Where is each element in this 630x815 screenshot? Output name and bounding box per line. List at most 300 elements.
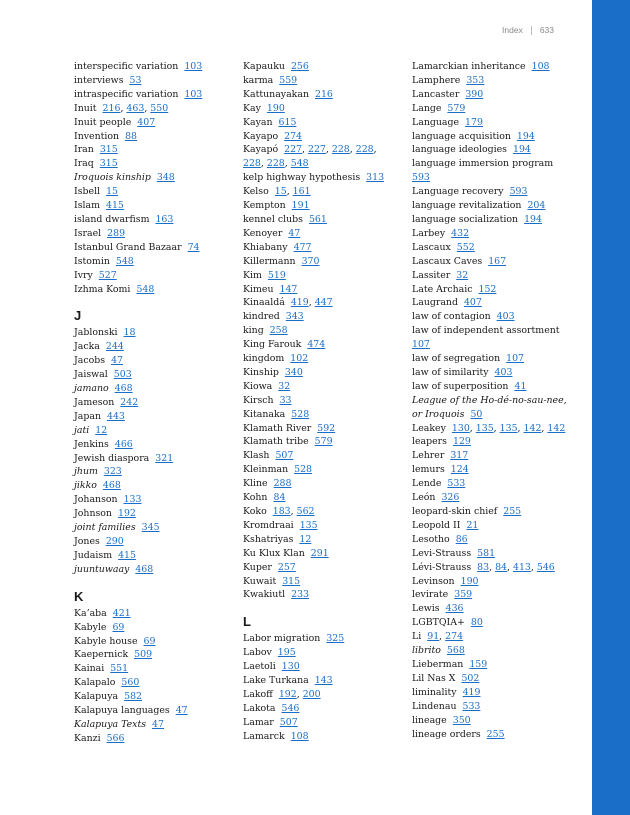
index-entry [412, 88, 572, 102]
index-entry [74, 648, 234, 662]
page-link[interactable]: 359 [454, 589, 473, 601]
page-link[interactable]: 463 [126, 102, 145, 114]
entry-term: Ku Klux Klan [243, 547, 305, 559]
page-link[interactable]: 47 [288, 227, 301, 239]
entry-pages [317, 423, 335, 434]
page-link[interactable]: 107 [412, 339, 430, 351]
page-link[interactable]: 321 [155, 452, 174, 464]
index-entry [243, 660, 403, 674]
entry-pages [103, 480, 121, 491]
page-link[interactable]: 135 [475, 422, 494, 434]
page-link[interactable]: 108 [531, 61, 550, 72]
page-link[interactable]: 194 [524, 213, 542, 225]
page-link[interactable]: 152 [478, 283, 497, 295]
entry-term: Lieberman [412, 658, 464, 670]
page-link[interactable]: 548 [136, 283, 155, 295]
entry-pages [456, 270, 468, 281]
entry-pages [456, 534, 468, 545]
page-link[interactable]: 200 [302, 688, 321, 700]
letter-heading: K [74, 588, 84, 604]
page-link[interactable]: 195 [277, 647, 296, 659]
page-link[interactable]: 390 [465, 88, 484, 100]
page-link[interactable]: 257 [277, 561, 296, 573]
entry-term: Levi-Strauss [412, 547, 472, 559]
entry-pages [274, 478, 292, 489]
page-link[interactable]: 190 [266, 102, 285, 114]
page-link[interactable]: 18 [123, 327, 136, 339]
index-entry [412, 547, 572, 561]
entry-pages [453, 715, 471, 726]
index-entry [412, 394, 572, 422]
page-link[interactable]: 291 [310, 547, 329, 559]
page-link[interactable]: 436 [445, 603, 464, 615]
index-entry [74, 424, 234, 438]
entry-term: Labov [243, 647, 272, 659]
page-link[interactable]: 167 [488, 255, 507, 267]
page-link[interactable]: 192 [117, 508, 136, 520]
index-column-1 [74, 60, 234, 746]
page-link[interactable]: 255 [486, 728, 505, 740]
entry-pages [106, 536, 124, 547]
page-link[interactable]: 191 [291, 200, 310, 212]
page-link[interactable]: 103 [184, 88, 203, 100]
page-link[interactable]: 12 [299, 533, 312, 545]
page-link[interactable]: 183 [272, 506, 291, 517]
page-link[interactable]: 343 [285, 311, 304, 323]
page-link[interactable]: 33 [279, 394, 292, 406]
page-link[interactable]: 551 [110, 663, 129, 675]
page-link[interactable]: 233 [291, 589, 310, 601]
entry-pages [302, 256, 320, 267]
page-link[interactable]: 228 [331, 144, 350, 156]
index-entry [74, 521, 234, 535]
index-entry [412, 714, 572, 728]
page-link[interactable]: 47 [175, 705, 188, 717]
index-entry [74, 535, 234, 549]
page-link[interactable]: 130 [281, 661, 300, 673]
index-entry [243, 547, 403, 561]
page-link[interactable]: 244 [105, 341, 124, 353]
page-link[interactable]: 477 [293, 241, 312, 253]
page-link[interactable]: 552 [456, 241, 475, 253]
index-entry [74, 718, 234, 732]
entry-term: liminality [412, 686, 457, 698]
entry-pages [469, 659, 487, 670]
page-link[interactable]: 507 [279, 716, 298, 728]
page-link[interactable]: 315 [99, 158, 118, 170]
page-link[interactable]: 288 [273, 478, 292, 490]
page-link[interactable]: 415 [118, 549, 136, 561]
page-link[interactable]: 80 [470, 617, 483, 629]
entry-pages [447, 645, 465, 656]
page-link[interactable]: 519 [267, 269, 286, 281]
entry-term: jamano [74, 383, 109, 395]
page-link[interactable]: 32 [456, 269, 469, 281]
page-link[interactable]: 41 [514, 380, 527, 392]
page-link[interactable]: 503 [113, 369, 132, 381]
page-link[interactable]: 133 [123, 494, 142, 506]
page-link[interactable]: 581 [477, 547, 496, 559]
page-link[interactable]: 533 [447, 478, 466, 490]
entry-term: Kapauku [243, 61, 285, 72]
index-entry [412, 130, 572, 144]
page-link[interactable]: 326 [441, 492, 460, 504]
page-link[interactable]: 548 [290, 158, 309, 170]
page-link[interactable]: 227 [284, 144, 303, 156]
section-label: Index [502, 25, 523, 35]
index-entry [243, 310, 403, 324]
page-link[interactable]: 32 [278, 380, 291, 392]
entry-term: Lamar [243, 716, 274, 728]
page-link[interactable]: 161 [292, 186, 311, 198]
entry-pages [465, 117, 483, 128]
entry-pages [95, 425, 107, 436]
entry-term: Lamarckian inheritance [412, 61, 526, 72]
entry-term: Kainai [74, 663, 105, 675]
entry-term: Kay [243, 102, 261, 114]
page-link[interactable]: 507 [275, 450, 294, 462]
page-link[interactable]: 592 [317, 422, 336, 434]
page-link[interactable]: 579 [447, 102, 466, 114]
page-link[interactable]: 135 [299, 519, 318, 531]
page-link[interactable]: 593 [509, 186, 528, 198]
page-link[interactable]: 86 [455, 533, 468, 545]
page-link[interactable]: 88 [125, 130, 138, 142]
page-link[interactable]: 21 [466, 519, 479, 531]
entry-pages [514, 381, 526, 392]
page-link[interactable]: 419 [290, 297, 309, 309]
index-entry [243, 213, 403, 227]
index-entry [412, 505, 572, 519]
page-link[interactable]: 258 [269, 325, 288, 337]
page-link[interactable]: 242 [120, 396, 139, 408]
entry-pages [466, 75, 484, 86]
page-link[interactable]: 533 [462, 700, 481, 712]
entry-pages: 419, 447 [290, 297, 333, 309]
entry-term: leapers [412, 436, 447, 448]
page-link[interactable]: 107 [506, 353, 525, 365]
page-link[interactable]: 466 [114, 438, 133, 450]
entry-pages [462, 701, 480, 712]
index-entry [74, 676, 234, 690]
page-link[interactable]: 550 [150, 102, 169, 114]
index-entry [412, 310, 572, 324]
index-entry [412, 185, 572, 199]
page-link[interactable]: 421 [112, 607, 131, 619]
entry-term: Kalapuya Texts [74, 718, 147, 730]
page-link[interactable]: 194 [512, 144, 531, 156]
index-entry [74, 704, 234, 718]
page-link[interactable]: 593 [412, 172, 430, 184]
page-link[interactable]: 615 [278, 116, 297, 128]
index-entry [74, 479, 234, 493]
page-link[interactable]: 528 [294, 464, 313, 476]
page-link[interactable]: 468 [114, 383, 133, 395]
page-link[interactable]: 340 [284, 366, 303, 378]
page-link[interactable]: 353 [466, 74, 485, 86]
page-link[interactable]: 546 [536, 561, 555, 573]
index-entry [412, 199, 572, 213]
entry-pages [188, 242, 200, 253]
entry-term: Kaepernick [74, 649, 129, 661]
index-entry [243, 255, 403, 269]
page-link[interactable]: 228 [355, 144, 374, 156]
page-link[interactable]: 69 [143, 635, 156, 647]
page-link[interactable]: 419 [462, 686, 481, 698]
index-entry [243, 283, 403, 297]
page-link[interactable]: 407 [463, 297, 482, 309]
page-link[interactable]: 432 [451, 227, 470, 239]
entry-pages [291, 409, 309, 420]
entry-pages: 83, 84, 413, 546 [477, 561, 555, 573]
page-link[interactable]: 348 [156, 172, 175, 184]
entry-term: Klamath tribe [243, 436, 309, 448]
page-link[interactable]: 194 [516, 130, 535, 142]
page-link[interactable]: 103 [184, 61, 203, 72]
page-link[interactable]: 323 [103, 466, 122, 478]
page-link[interactable]: 159 [469, 658, 488, 670]
entry-term: Inuit people [74, 116, 132, 128]
entry-pages [137, 117, 155, 128]
page-link[interactable]: 129 [452, 436, 471, 448]
page-link[interactable]: 142 [523, 422, 542, 434]
page-link[interactable]: 216 [315, 88, 333, 100]
index-entry [243, 199, 403, 213]
page-link[interactable]: 228 [243, 158, 261, 170]
entry-pages [125, 131, 137, 142]
page-link[interactable]: 50 [470, 408, 483, 420]
page-link[interactable]: 413 [512, 561, 531, 573]
page-link[interactable]: 325 [326, 633, 345, 645]
page-link[interactable]: 290 [105, 536, 124, 547]
page-link[interactable]: 12 [95, 424, 108, 436]
page-link[interactable]: 163 [155, 213, 174, 225]
page-link[interactable]: 228 [266, 158, 285, 170]
page-link[interactable]: 415 [106, 200, 124, 212]
index-entry [412, 449, 572, 463]
page-link[interactable]: 69 [112, 621, 125, 633]
index-entry [243, 716, 403, 730]
entry-pages [532, 61, 550, 72]
entry-term: Isbell [74, 186, 101, 198]
entry-term: LGBTQIA+ [412, 617, 465, 629]
page-link[interactable]: 447 [314, 297, 333, 309]
entry-term: Labor migration [243, 633, 321, 645]
page-link[interactable]: 528 [291, 408, 310, 420]
page-link[interactable]: 256 [290, 61, 309, 72]
entry-term: Johnson [74, 508, 112, 520]
index-entry [412, 700, 572, 714]
entry-term: Kalapuya [74, 691, 119, 703]
page-link[interactable]: 192 [278, 688, 297, 700]
page-link[interactable]: 84 [273, 492, 286, 504]
entry-term: interspecific variation [74, 61, 179, 72]
page-link[interactable]: 403 [496, 311, 515, 323]
entry-term: or Iroquois [412, 408, 465, 420]
index-entry [412, 74, 572, 88]
page-link[interactable]: 143 [314, 675, 333, 687]
page-link[interactable]: 443 [106, 410, 125, 422]
entry-term: island dwarfism [74, 213, 150, 225]
entry-term: League of the Ho-dé-no-sau-nee, [412, 394, 567, 406]
entry-term: King Farouk [243, 339, 302, 351]
index-entry [243, 338, 403, 352]
index-entry [243, 130, 403, 144]
entry-pages [300, 520, 318, 531]
page-link[interactable]: 53 [129, 74, 142, 86]
page-link[interactable]: 190 [460, 575, 479, 587]
index-entry [243, 88, 403, 102]
page-link[interactable]: 548 [115, 255, 134, 267]
entry-pages [144, 636, 156, 647]
entry-pages [326, 633, 344, 644]
page-link[interactable]: 216 [102, 102, 121, 114]
page-link[interactable]: 102 [290, 353, 309, 365]
page-link[interactable]: 315 [99, 144, 118, 156]
page-link[interactable]: 130 [451, 422, 470, 434]
entry-term: Lamphere [412, 74, 461, 86]
page-link[interactable]: 204 [527, 200, 546, 212]
page-link[interactable]: 15 [274, 186, 287, 198]
page-link[interactable]: 582 [124, 691, 143, 703]
index-entry [412, 324, 572, 352]
page-link[interactable]: 560 [121, 677, 140, 689]
page-link[interactable]: 84 [495, 561, 508, 573]
entry-pages [527, 200, 545, 211]
page-link[interactable]: 566 [106, 732, 125, 744]
index-entry [243, 116, 403, 130]
entry-pages [488, 256, 506, 267]
entry-term: Kirsch [243, 394, 274, 406]
page-link[interactable]: 142 [547, 422, 566, 434]
index-entry [412, 616, 572, 630]
entry-term: Kromdraai [243, 519, 294, 531]
page-link[interactable]: 468 [135, 563, 154, 575]
page-link[interactable]: 124 [450, 464, 469, 476]
entry-term: kennel clubs [243, 213, 303, 225]
page-link[interactable]: 47 [152, 718, 164, 730]
index-entry [412, 60, 572, 74]
entry-pages [465, 89, 483, 100]
entry-term: jikko [74, 480, 97, 492]
entry-pages [513, 144, 531, 155]
index-entry [243, 646, 403, 660]
page-link[interactable]: 227 [308, 144, 326, 156]
entry-pages: 91, 274 [427, 631, 464, 643]
entry-term: Lévi-Strauss [412, 561, 472, 573]
page-link[interactable]: 468 [102, 480, 121, 492]
entry-term: juuntuwaay [74, 563, 130, 575]
page-link[interactable]: 562 [296, 506, 315, 517]
entry-term: law of contagion [412, 311, 491, 323]
page-link[interactable]: 509 [134, 649, 153, 661]
page-link[interactable]: 147 [279, 283, 298, 295]
page-link[interactable]: 74 [187, 241, 200, 253]
page-link[interactable]: 313 [366, 172, 385, 184]
entry-pages [446, 603, 464, 614]
index-entry [412, 519, 572, 533]
page-link[interactable]: 135 [499, 422, 518, 434]
entry-term: Lakota [243, 702, 276, 714]
entry-term: Kiowa [243, 380, 273, 392]
entry-pages [463, 687, 481, 698]
index-entry [243, 296, 403, 310]
page-link[interactable]: 15 [106, 186, 118, 198]
page-link[interactable]: 561 [308, 213, 327, 225]
page-link[interactable]: 47 [111, 355, 123, 367]
page-link[interactable]: 403 [494, 366, 513, 378]
index-entry [74, 662, 234, 676]
entry-term: Kitanaka [243, 408, 286, 420]
index-entry [412, 157, 572, 185]
entry-pages [135, 564, 153, 575]
entry-term: kindred [243, 311, 280, 323]
page-link[interactable]: 255 [503, 506, 522, 517]
entry-pages [118, 550, 136, 561]
index-entry [74, 241, 234, 255]
page-link[interactable]: 579 [314, 436, 333, 448]
page-link[interactable]: 108 [290, 730, 309, 742]
page-link[interactable]: 527 [98, 269, 117, 281]
index-entry [74, 438, 234, 452]
index-entry [74, 382, 234, 396]
entry-pages [471, 617, 483, 628]
page-link[interactable]: 315 [282, 575, 301, 587]
running-head [502, 25, 554, 35]
page-link[interactable]: 289 [107, 227, 126, 239]
entry-pages [479, 284, 497, 295]
page-link[interactable]: 407 [137, 116, 156, 128]
index-entry [74, 354, 234, 368]
entry-term: jhum [74, 466, 98, 478]
page-link[interactable]: 317 [450, 450, 469, 462]
page-link[interactable]: 179 [465, 116, 483, 128]
entry-term: lemurs [412, 464, 445, 476]
page-link[interactable]: 502 [461, 672, 480, 684]
entry-pages [279, 75, 297, 86]
entry-term: language acquisition [412, 130, 511, 142]
entry-pages [447, 103, 465, 114]
entry-pages [279, 117, 297, 128]
page-link[interactable]: 474 [307, 339, 326, 351]
page-link[interactable]: 546 [281, 702, 300, 714]
entry-pages [291, 731, 309, 742]
page-link[interactable]: 345 [141, 522, 160, 534]
index-entry [74, 269, 234, 283]
index-entry [243, 102, 403, 116]
index-entry [74, 396, 234, 410]
page-link[interactable]: 370 [301, 255, 320, 267]
page-link[interactable]: 91 [427, 631, 440, 643]
page-link[interactable]: 559 [279, 74, 298, 86]
page-link[interactable]: 274 [445, 631, 464, 643]
index-entry [412, 575, 572, 589]
entry-pages [454, 589, 472, 600]
entry-term: Ivry [74, 269, 93, 281]
index-entry [74, 157, 234, 171]
entry-pages: 15, 161 [274, 186, 311, 198]
entry-pages-continued [412, 338, 572, 352]
entry-term: Leopold II [412, 519, 461, 531]
page-link[interactable]: 274 [284, 130, 303, 142]
entry-pages [477, 548, 495, 559]
entry-term: lineage [412, 714, 447, 726]
page-link[interactable]: 83 [477, 561, 490, 573]
index-entry [412, 283, 572, 297]
index-entry [412, 630, 572, 644]
page-link[interactable]: 350 [452, 714, 471, 726]
page-link[interactable]: 568 [446, 645, 465, 657]
